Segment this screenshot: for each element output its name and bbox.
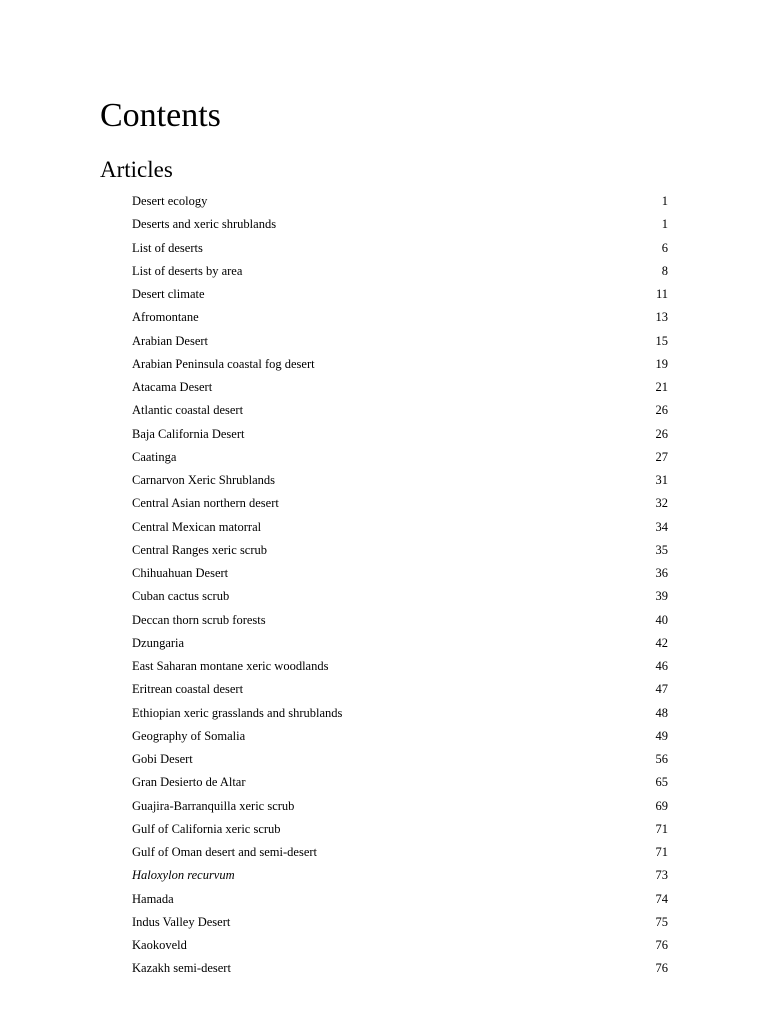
- table-of-contents: [132, 190, 668, 981]
- toc-entry[interactable]: [132, 423, 668, 446]
- toc-entry[interactable]: [132, 330, 668, 353]
- toc-entry-title[interactable]: Gobi Desert: [132, 752, 193, 766]
- section-title: Articles: [100, 157, 173, 182]
- toc-entry-title[interactable]: Gulf of Oman desert and semi-desert: [132, 845, 318, 859]
- toc-entry-title[interactable]: List of deserts by area: [132, 263, 243, 278]
- toc-entry-page-number: 65: [655, 775, 668, 790]
- toc-entry[interactable]: [132, 399, 668, 422]
- toc-entry[interactable]: [132, 585, 668, 608]
- toc-entry-page-number: 31: [655, 473, 668, 487]
- toc-entry[interactable]: [132, 469, 668, 492]
- toc-entry[interactable]: [132, 957, 668, 980]
- toc-entry[interactable]: [132, 283, 668, 306]
- toc-entry[interactable]: [132, 190, 668, 213]
- toc-entry[interactable]: [132, 237, 668, 260]
- toc-entry[interactable]: [132, 702, 668, 725]
- toc-entry-page-number: 8: [661, 263, 668, 278]
- toc-entry[interactable]: [132, 748, 668, 771]
- toc-entry-page-number: 36: [655, 566, 668, 580]
- toc-entry[interactable]: [132, 492, 668, 515]
- toc-entry-page-number: 76: [655, 961, 668, 976]
- page-title: Contents: [100, 97, 221, 134]
- toc-entry[interactable]: [132, 841, 668, 864]
- toc-entry[interactable]: [132, 609, 668, 632]
- toc-entry[interactable]: [132, 678, 668, 701]
- toc-entry-title[interactable]: Eritrean coastal desert: [132, 682, 244, 697]
- toc-entry-title[interactable]: Deccan thorn scrub forests: [132, 612, 266, 627]
- toc-entry[interactable]: [132, 306, 668, 329]
- toc-entry-title[interactable]: Arabian Desert: [132, 333, 209, 348]
- toc-entry-title[interactable]: Baja California Desert: [132, 426, 245, 441]
- toc-entry-title[interactable]: Gulf of California xeric scrub: [132, 821, 281, 836]
- toc-entry-page-number: 56: [655, 752, 668, 766]
- toc-entry-title[interactable]: Kazakh semi-desert: [132, 961, 231, 976]
- toc-entry-title[interactable]: Chihuahuan Desert: [132, 566, 229, 580]
- toc-entry[interactable]: [132, 725, 668, 748]
- toc-entry-title[interactable]: Arabian Peninsula coastal fog desert: [132, 356, 315, 371]
- toc-entry-title[interactable]: Desert climate: [132, 287, 205, 301]
- toc-entry-title[interactable]: Hamada: [132, 891, 174, 906]
- toc-entry[interactable]: [132, 632, 668, 655]
- toc-entry-page-number: 40: [655, 612, 668, 627]
- toc-entry-page-number: 76: [655, 938, 668, 952]
- toc-entry-page-number: 15: [655, 333, 668, 348]
- toc-entry-title[interactable]: Deserts and xeric shrublands: [132, 217, 277, 232]
- toc-entry-page-number: 47: [655, 682, 668, 697]
- toc-entry-page-number: 27: [655, 449, 668, 464]
- toc-entry-page-number: 13: [655, 310, 668, 325]
- toc-entry-title[interactable]: Geography of Somalia: [132, 728, 246, 743]
- toc-entry[interactable]: [132, 213, 668, 236]
- toc-entry-title[interactable]: Atlantic coastal desert: [132, 403, 244, 418]
- toc-entry-title[interactable]: Carnarvon Xeric Shrublands: [132, 473, 276, 487]
- toc-entry-title[interactable]: Indus Valley Desert: [132, 914, 231, 929]
- toc-entry-page-number: 1: [661, 194, 668, 208]
- toc-entry-page-number: 21: [655, 380, 668, 394]
- toc-entry-page-number: 49: [655, 728, 668, 743]
- toc-entry[interactable]: [132, 446, 668, 469]
- toc-entry[interactable]: [132, 353, 668, 376]
- toc-entry[interactable]: [132, 818, 668, 841]
- toc-entry-page-number: 46: [655, 659, 668, 673]
- toc-entry-page-number: 11: [655, 287, 668, 301]
- toc-entry[interactable]: [132, 771, 668, 794]
- toc-entry-page-number: 74: [655, 891, 668, 906]
- toc-entry-title[interactable]: Dzungaria: [132, 635, 185, 650]
- toc-entry-title[interactable]: Haloxylon recurvum: [132, 868, 235, 883]
- toc-entry[interactable]: [132, 260, 668, 283]
- toc-entry-page-number: 26: [655, 426, 668, 441]
- toc-entry-page-number: 6: [661, 240, 668, 255]
- toc-entry-page-number: 39: [655, 589, 668, 604]
- toc-entry-title[interactable]: Atacama Desert: [132, 380, 213, 394]
- toc-entry-page-number: 1: [661, 217, 668, 232]
- toc-entry-title[interactable]: Ethiopian xeric grasslands and shrublands: [132, 705, 343, 720]
- toc-entry-title[interactable]: Desert ecology: [132, 194, 208, 208]
- toc-entry-title[interactable]: Gran Desierto de Altar: [132, 775, 246, 790]
- toc-entry-title[interactable]: List of deserts: [132, 240, 203, 255]
- toc-entry-title[interactable]: Afromontane: [132, 310, 199, 325]
- toc-entry[interactable]: [132, 539, 668, 562]
- toc-entry-page-number: 69: [655, 798, 668, 813]
- toc-entry-page-number: 35: [655, 542, 668, 557]
- toc-entry-page-number: 73: [655, 868, 668, 883]
- toc-entry-title[interactable]: Cuban cactus scrub: [132, 589, 230, 604]
- toc-entry[interactable]: [132, 888, 668, 911]
- toc-entry[interactable]: [132, 934, 668, 957]
- toc-entry-title[interactable]: Central Ranges xeric scrub: [132, 542, 268, 557]
- toc-entry-page-number: 75: [655, 914, 668, 929]
- toc-entry-title[interactable]: East Saharan montane xeric woodlands: [132, 659, 329, 673]
- toc-entry-title[interactable]: Central Asian northern desert: [132, 496, 279, 511]
- toc-entry-page-number: 42: [655, 635, 668, 650]
- toc-entry-page-number: 48: [655, 705, 668, 720]
- toc-entry-page-number: 71: [655, 821, 668, 836]
- toc-entry[interactable]: [132, 795, 668, 818]
- toc-entry-page-number: 71: [655, 845, 668, 859]
- toc-entry[interactable]: [132, 655, 668, 678]
- toc-entry[interactable]: [132, 562, 668, 585]
- toc-entry-page-number: 34: [655, 519, 668, 534]
- toc-entry[interactable]: [132, 911, 668, 934]
- toc-entry-page-number: 19: [655, 356, 668, 371]
- toc-entry[interactable]: [132, 864, 668, 887]
- toc-entry-title[interactable]: Central Mexican matorral: [132, 519, 262, 534]
- toc-entry-page-number: 26: [655, 403, 668, 418]
- toc-entry-page-number: 32: [655, 496, 668, 511]
- toc-entry-title[interactable]: Caatinga: [132, 449, 177, 464]
- toc-entry-title[interactable]: Kaokoveld: [132, 938, 187, 952]
- toc-entry[interactable]: [132, 516, 668, 539]
- toc-entry[interactable]: [132, 376, 668, 399]
- toc-entry-title[interactable]: Guajira-Barranquilla xeric scrub: [132, 798, 295, 813]
